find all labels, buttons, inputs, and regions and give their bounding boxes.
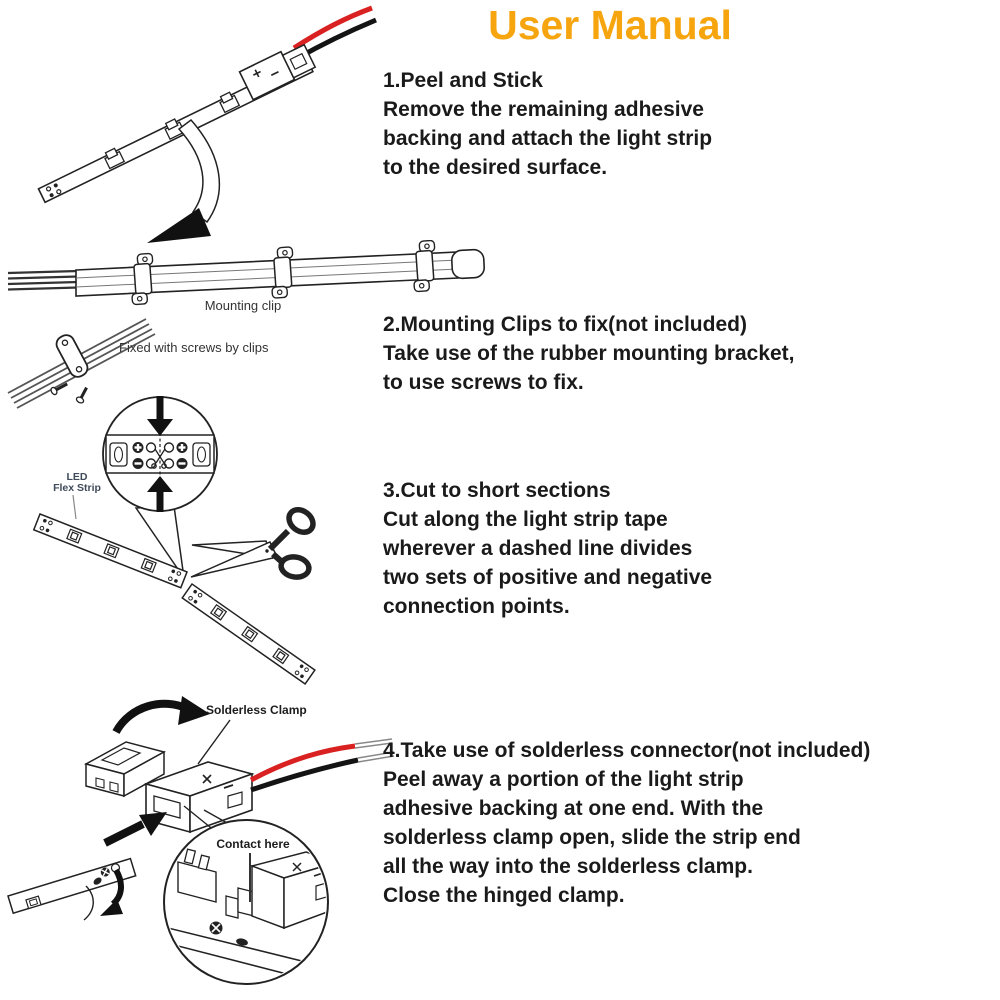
step-1-line: to the desired surface. [383,156,608,179]
clamp-wires [251,739,394,790]
step-4-heading: 4.Take use of solderless connector(not included) [383,739,871,762]
close-lid-arrow-icon [116,696,210,732]
step-3-line: wherever a dashed line divides [383,537,693,560]
label-leader-line [198,720,230,764]
step-3-line: Cut along the light strip tape [383,508,668,531]
step-4-line: all the way into the solderless clamp. [383,855,753,878]
step-1-line: Remove the remaining adhesive [383,98,704,121]
led-strip [31,41,316,202]
step-4-line: solderless clamp open, slide the strip end [383,826,801,849]
step-3-heading: 3.Cut to short sections [383,479,611,502]
page-title: User Manual [488,2,732,48]
label-leader-line [73,495,76,519]
instruction-step-4 [383,736,998,910]
step-1-line: backing and attach the light strip [383,127,713,150]
solderless-clamp-label: Solderless Clamp [206,703,307,717]
fixed-with-screws-label: Fixed with screws by clips [119,340,269,355]
step-1-heading: 1.Peel and Stick [383,69,543,92]
scissors-icon [191,505,317,579]
step-3-line: connection points. [383,595,570,618]
strip-segment-b [182,584,315,684]
figure-peel-and-stick [0,0,380,250]
step-4-line: adhesive backing at one end. With the [383,797,764,820]
step-4-line: Close the hinged clamp. [383,884,625,907]
step-3-line: two sets of positive and negative [383,566,713,589]
figure-cut-sections [20,390,380,690]
figure-solderless-connector [0,690,400,1000]
instruction-step-1 [383,66,998,182]
step-2-line: to use screws to fix. [383,371,584,394]
insert-arrow-icon [105,812,167,843]
mounting-clip-label: Mounting clip [204,298,282,313]
contact-here-label: Contact here [216,837,290,851]
instruction-step-2 [383,310,998,397]
step-4-line: Peel away a portion of the light strip [383,768,744,791]
strip-wires [8,271,78,290]
led-flex-strip-label-line1: LED [66,471,88,483]
end-connector [240,41,317,100]
step-2-line: Take use of the rubber mounting bracket, [383,342,795,365]
step-2-heading: 2.Mounting Clips to fix(not included) [383,313,747,336]
instruction-step-3 [383,476,998,621]
led-flex-strip-label-line2: Flex Strip [53,482,101,494]
